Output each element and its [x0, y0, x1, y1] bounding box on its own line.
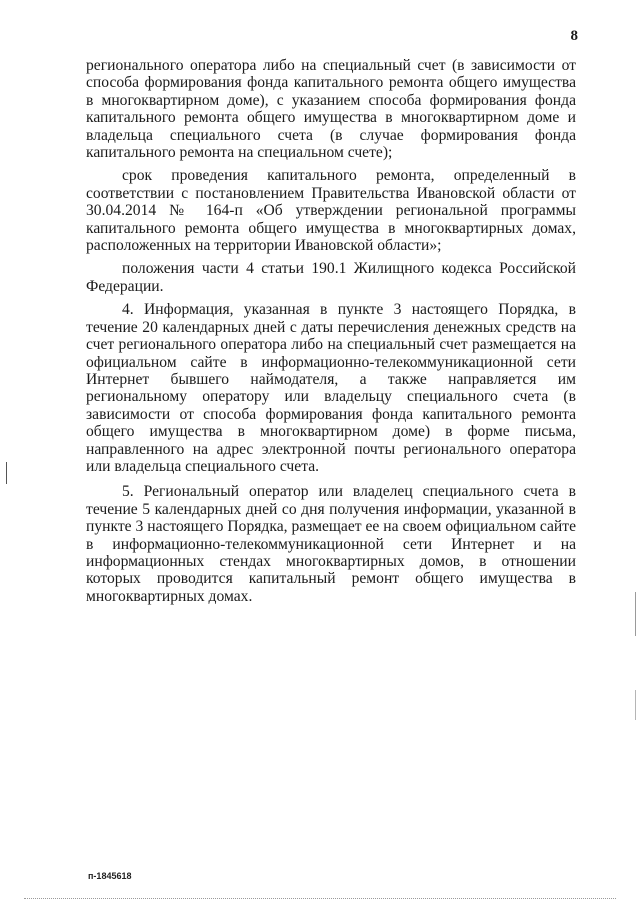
scan-mark-left [6, 462, 7, 484]
paragraph-continuation: регионального оператора либо на специальный счет (в зависимости от способа формирования фонда капитального ремонта общего имущества в многоквартирном доме), с указанием способа формирования фонда капитального ремонта общего имущества в многоквартирном доме и владельца специального счета (в случае формирования фонда капитального ремонта на специальном счете); [86, 57, 576, 162]
paragraph-item-5: 5. Региональный оператор или владелец специального счета в течение 5 календарных дней со дня получения информации, указанной в пункте 3 настоящего Порядка, размещает ее на своем официальном сайте в информационно-телекоммуникационной сети Интернет и на информационных стендах многоквартирных домов, в отношении которых проводится капитальный ремонт общего имущества в многоквартирных домах. [86, 483, 576, 605]
paragraph-repair-deadline: срок проведения капитального ремонта, определенный в соответствии с постановлением Правительства Ивановской области от 30.04.2014 № 164-п «Об утверждении региональной программы капитального ремонта общего имущества в многоквартирных домах, расположенных на территории Ивановской области»; [86, 167, 576, 255]
paragraph-item-4: 4. Информация, указанная в пункте 3 настоящего Порядка, в течение 20 календарных дней с даты перечисления денежных средств на счет регионального оператора либо на специальный счет размещается на официальном сайте в информационно-телекоммуникационной сети Интернет бывшего наймодателя, а также направляется им региональному оператору или владельцу специального счета (в зависимости от способа формирования фонда капитального ремонта общего имущества в многоквартирном доме) в форме письма, направленного на адрес электронной почты регионального оператора или владельца специального счета. [86, 301, 576, 475]
document-code: п-1845618 [88, 871, 132, 881]
scan-mark-right-lower [635, 690, 636, 720]
document-body [86, 57, 576, 605]
scan-noise-bottom [24, 898, 616, 899]
page-number: 8 [570, 28, 578, 44]
paragraph-housing-code: положения части 4 статьи 190.1 Жилищного кодекса Российской Федерации. [86, 260, 576, 295]
scan-mark-right [635, 592, 636, 636]
